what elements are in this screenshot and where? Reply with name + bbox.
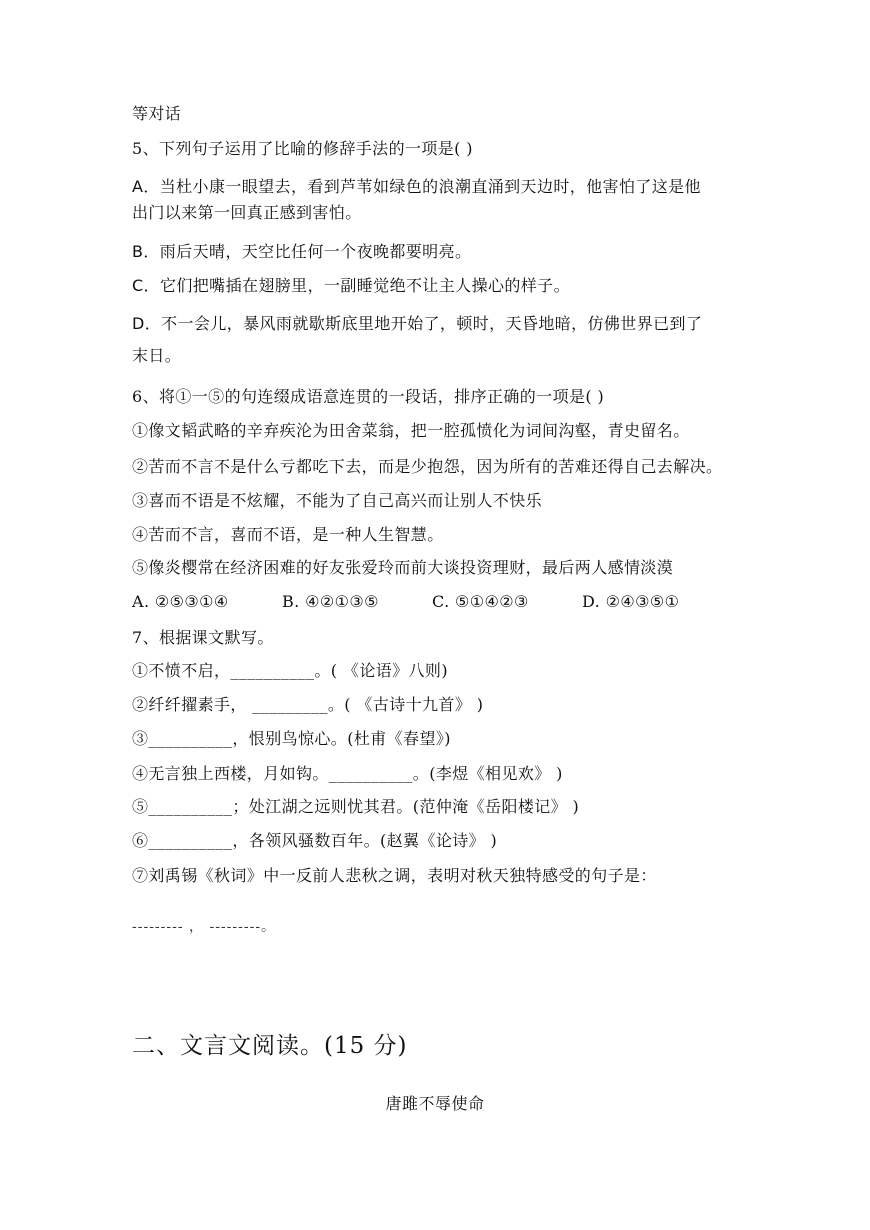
q7-item-7: ⑦刘禹锡《秋词》中一反前人悲秋之调，表明对秋天独特感受的句子是： <box>132 866 657 885</box>
q7-item-1: ①不愤不启，__________。( 《论语》八则) <box>132 661 448 680</box>
q6-sentence-5: ⑤像炎樱常在经济困难的好友张爱玲而前大谈投资理财，最后两人感情淡漠 <box>132 558 674 577</box>
q6-options <box>132 592 732 612</box>
q5-option-c: C．它们把嘴插在翅膀里，一副睡觉绝不让主人操心的样子。 <box>132 276 570 295</box>
q7-item-4: ④无言独上西楼，月如钩。__________。(李煜《相见欢》 ) <box>132 764 563 783</box>
q5-option-d-line2: 末日。 <box>132 346 182 365</box>
text-line: 等对话 <box>132 104 182 123</box>
q5-option-a-line1: A．当杜小康一眼望去，看到芦苇如绿色的浪潮直涌到天边时，他害怕了这是他 <box>132 177 701 196</box>
q7-item-2: ②纤纤擢素手， _________。( 《古诗十九首》 ) <box>132 695 484 714</box>
q6-sentence-4: ④苦而不言，喜而不语，是一种人生智慧。 <box>132 525 444 544</box>
q6-sentence-3: ③喜而不语是不炫耀，不能为了自己高兴而让别人不快乐 <box>132 491 543 510</box>
section-title: 二、文言文阅读。(15 分) <box>132 1033 408 1059</box>
q6-sentence-1: ①像文韬武略的辛弃疾沦为田舍菜翁，把一腔孤愤化为词间沟壑，青史留名。 <box>132 421 690 440</box>
question-6: 6、将①一⑤的句连缀成语意连贯的一段话，排序正确的一项是( ) <box>132 387 605 406</box>
q5-option-b: B．雨后天晴，天空比任何一个夜晚都要明亮。 <box>132 242 472 261</box>
q5-option-a-line2: 出门以来第一回真正感到害怕。 <box>132 203 362 222</box>
answer-blank-line: --------- ， ---------。 <box>132 919 277 935</box>
q6-option-d: D. ②④③⑤① <box>582 592 680 611</box>
q6-sentence-2: ②苦而不言不是什么亏都吃下去，而是少抱怨，因为所有的苦难还得自己去解决。 <box>132 457 723 476</box>
q7-item-5: ⑤__________；处江湖之远则忧其君。(范仲淹《岳阳楼记》 ) <box>132 797 580 816</box>
passage-title: 唐雎不辱使命 <box>385 1094 485 1113</box>
question-7: 7、根据课文默写。 <box>132 628 274 647</box>
q6-option-c: C. ⑤①④②③ <box>432 592 529 611</box>
q6-option-a: A. ②⑤③①④ <box>132 592 229 611</box>
q5-option-d-line1: D．不一会儿，暴风雨就歇斯底里地开始了，顿时，天昏地暗，仿佛世界已到了 <box>132 314 703 333</box>
q7-item-3: ③__________，恨别鸟惊心。(杜甫《春望》) <box>132 729 451 748</box>
q6-option-b: B. ④②①③⑤ <box>282 592 379 611</box>
q7-item-6: ⑥__________，各领风骚数百年。(赵翼《论诗》 ) <box>132 831 498 850</box>
question-5: 5、下列句子运用了比喻的修辞手法的一项是( ) <box>132 139 473 158</box>
